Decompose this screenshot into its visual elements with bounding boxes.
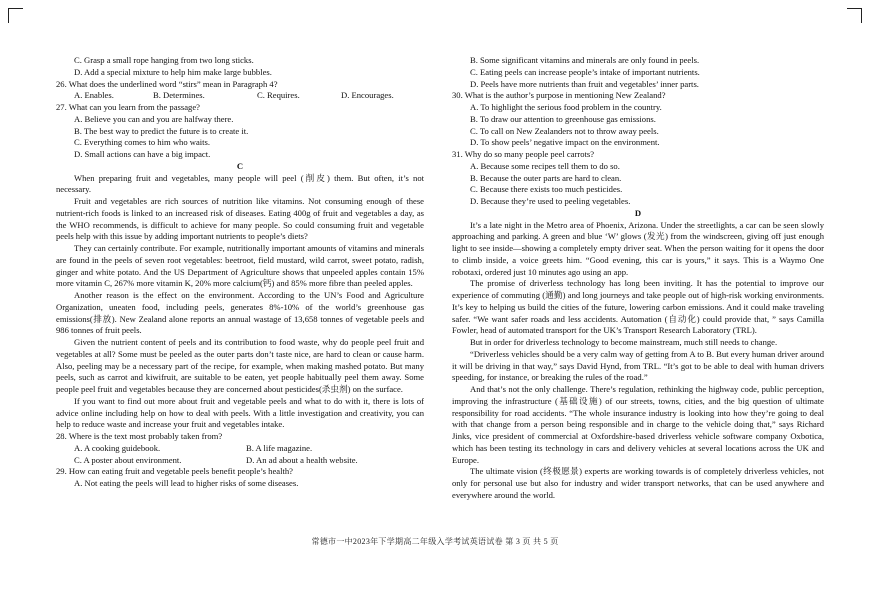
- crop-mark-top-left: [8, 8, 23, 23]
- passage-d-paragraph: It’s a late night in the Metro area of Phoenix, Arizona. Under the streetlights, a car can be seen slowly approaching and parking. A green and blue ‘W’ glows (发光) from the windscreen, giving off just enough light to see inside—showing a completely empty driver seat. When the person waiting for it opens the door to climb inside, a voice greets him. “Good evening, this car is yours,” it says. This is a Waymo One robotaxi, ordered just 10 minutes ago using an app.: [452, 219, 824, 277]
- q27-option-a: A. Believe you can and you are halfway there.: [74, 113, 234, 124]
- q28-option-b: B. A life magazine.: [246, 442, 313, 453]
- passage-d-paragraph: And that’s not the only challenge. There’s regulation, rethinking the highway code, public perception, improving the infrastructure (基础设施) of our streets, towns, cities, and the big question of ultimate responsibility for road accidents. “The whole insurance industry is looking into how they’re going to deal with that change from a person being responsible and in charge to the vehicle doing that,” says Richard Jinks, vice president of commercial at Oxfordshire-based driverless vehicle software company Oxbotica, which has been testing its technology in cars and delivery vehicles at several locations across the UK and Europe.: [452, 384, 824, 465]
- passage-c-paragraph: Another reason is the effect on the environment. According to the UN’s Food and Agriculture Organization, uneaten food, including peels, generates 8%-10% of the world’s greenhouse gas emissions(排放). New Zealand alone reports an annual wastage of 13,658 tonnes of vegetable peels and 986 tonnes of fruit peels.: [56, 290, 424, 336]
- section-c-heading: C: [236, 160, 244, 171]
- q25-option-d: D. Add a special mixture to help him make large bubbles.: [74, 66, 272, 77]
- q27-option-d: D. Small actions can have a big impact.: [74, 149, 211, 159]
- q30-option-d: D. To show peels’ negative impact on the environment.: [470, 137, 660, 148]
- q27-option-c: C. Everything comes to him who waits.: [74, 137, 211, 148]
- q26-option-a: A. Enables.: [74, 90, 114, 101]
- right-column: [452, 55, 824, 502]
- passage-d-paragraph: “Driverless vehicles should be a very calm way of getting from A to B. But every human driver around it will be driving in that way,” says David Hynd, from TRL. “It’s got to be able to deal with human drivers speeding, for instance, or breaking the rules of the road.”: [452, 348, 824, 383]
- q26-options: [56, 90, 424, 102]
- passage-c-paragraph: Fruit and vegetables are rich sources of nutrition like vitamins. Not consuming enough of these nutrient-rich foods is linked to an increased risk of diseases. Eating 400g of fruit and vegetables a day, as the WHO recommends, is difficult to achieve for many people. So could consuming fruit and vegetable peels help with this issue by adding important nutrients to people’s diets?: [56, 196, 424, 242]
- question-30: 30. What is the author’s purpose in mentioning New Zealand?: [452, 90, 666, 101]
- q31-option-a: A. Because some recipes tell them to do so.: [470, 160, 620, 171]
- passage-d-paragraph: But in order for driverless technology to become mainstream, much still needs to change.: [470, 337, 778, 347]
- q25-option-c: C. Grasp a small rope hanging from two long sticks.: [74, 55, 254, 65]
- q28-options-row-2: [56, 455, 424, 467]
- q26-option-d: D. Encourages.: [341, 90, 394, 101]
- q28-option-c: C. A poster about environment.: [74, 454, 182, 465]
- q31-option-d: D. Because they’re used to peeling vegetables.: [470, 196, 631, 206]
- q27-option-b: B. The best way to predict the future is to create it.: [74, 125, 249, 136]
- q31-option-b: B. Because the outer parts are hard to clean.: [470, 172, 622, 183]
- page-footer: 常德市一中2023年下学期高二年级入学考试英语试卷 第 3 页 共 5 页: [311, 537, 559, 546]
- question-28: 28. Where is the text most probably taken from?: [56, 431, 223, 441]
- q26-option-c: C. Requires.: [257, 90, 300, 101]
- passage-d-paragraph: The ultimate vision (终极愿景) experts are working towards is of completely driverless vehicles, not only for personal use but also for industry and wider transport networks, that can be used anywhere and everywhere around the world.: [452, 466, 824, 500]
- q30-option-c: C. To call on New Zealanders not to throw away peels.: [470, 125, 659, 136]
- q28-option-d: D. An ad about a health website.: [246, 454, 358, 465]
- crop-mark-top-right: [847, 8, 862, 23]
- q31-option-c: C. Because there exists too much pesticides.: [470, 184, 623, 195]
- q30-option-a: A. To highlight the serious food problem in the country.: [470, 102, 662, 112]
- q26-option-b: B. Determines.: [153, 90, 205, 101]
- q30-option-b: B. To draw our attention to greenhouse gas emissions.: [470, 113, 656, 124]
- question-31: 31. Why do so many people peel carrots?: [452, 149, 595, 159]
- q29-option-a: A. Not eating the peels will lead to higher risks of some diseases.: [74, 478, 299, 488]
- passage-c-paragraph: They can certainly contribute. For example, nutritionally important amounts of vitamins and minerals are found in the peels of seven root vegetables: beetroot, field mustard, wild carrot, sweet potato, radish, ginger and white potato. And the US Department of Agriculture shows that unpeeled apples contain 15% more vitamin C, 267% more vitamin K, 20% more calcium(钙) and 85% more fibre than peeled apples.: [56, 243, 424, 289]
- question-29: 29. How can eating fruit and vegetable peels benefit people’s health?: [56, 466, 293, 477]
- passage-d-paragraph: The promise of driverless technology has long been inviting. It has the potential to improve our experience of commuting (通勤) and long journeys and take people out of high-risk working environments. It’s key to helping us build the cities of the future, lowering carbon emissions. And it could make traveling safer. “We want safer roads and less accidents. Automation (自动化) could provide that, ” says Camilla Fowler, head of automated transport for the UK’s Transport Research Laboratory (TRL).: [452, 278, 824, 336]
- passage-c-paragraph: If you want to find out more about fruit and vegetable peels and what to do with it, there is lots of advice online including help on how to deal with peels. With a little investigation and creativity, you can help to reduce waste and increase your fruit and vegetables intake.: [56, 395, 424, 430]
- passage-c-paragraph: When preparing fruit and vegetables, many people will peel (削皮) them. But often, it’s not necessary.: [56, 172, 424, 195]
- question-27: 27. What can you learn from the passage?: [56, 102, 200, 112]
- section-d-heading: D: [634, 207, 642, 218]
- q29-option-c: C. Eating peels can increase people’s intake of important nutrients.: [470, 66, 700, 77]
- passage-c-paragraph: Given the nutrient content of peels and its contribution to food waste, why do people peel fruit and vegetables at all? Some must be peeled as the outer parts don’t taste nice, are hard to clean or cause harm. Also, peeling may be a necessary part of the recipe, for example, when making mashed potato. But many peels, such as carrot and kiwifruit, are suitable to be eaten, yet people habitually peel them away. Some people peel fruit and vegetables because they are concerned about pesticides(杀虫剂) on the surface.: [56, 337, 424, 394]
- question-26: 26. What does the underlined word “stirs” mean in Paragraph 4?: [56, 78, 278, 89]
- left-column: [56, 55, 424, 490]
- q28-option-a: A. A cooking guidebook.: [74, 442, 161, 453]
- q29-option-b: B. Some significant vitamins and minerals are only found in peels.: [470, 55, 700, 65]
- q28-options-row-1: [56, 443, 424, 455]
- q29-option-d: D. Peels have more nutrients than fruit and vegetables’ inner parts.: [470, 78, 699, 89]
